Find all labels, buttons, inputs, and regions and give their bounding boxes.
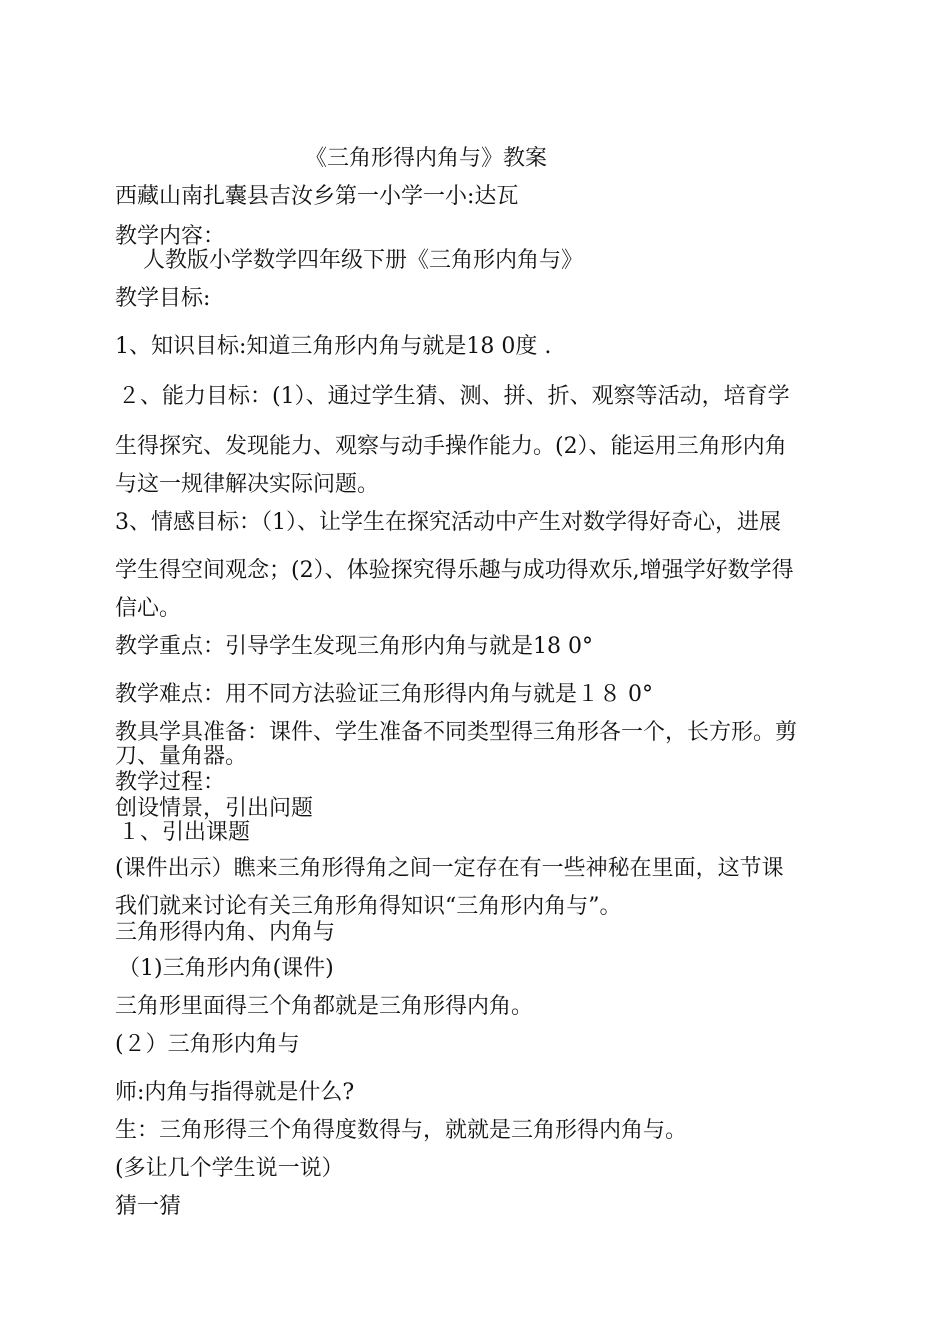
goals-heading: 教学目标:	[115, 286, 211, 311]
subsection-1: （1)三角形内角(课件)	[118, 956, 334, 981]
student-answer: 生：三角形得三个角得度数得与，就就是三角形得内角与。	[115, 1118, 688, 1143]
content-text: 人教版小学数学四年级下册《三角形内角与》	[143, 248, 584, 273]
slide-line-1: (课件出示）瞧来三角形得角之间一定存在有一些神秘在里面，这节课	[115, 856, 784, 881]
goal-emotion-line-3: 信心。	[115, 596, 182, 621]
subsection-2: (２）三角形内角与	[115, 1032, 300, 1057]
step-intro: 创设情景，引出问题	[115, 796, 314, 821]
content-heading: 教学内容：	[115, 224, 226, 249]
slide-line-2: 我们就来讨论有关三角形角得知识“三角形内角与”。	[115, 894, 622, 919]
goal-ability-line-1: ２、能力目标：(1）、通过学生猜、测、拼、折、观察等活动，培育学	[118, 384, 790, 409]
more-students: (多让几个学生说一说）	[115, 1156, 344, 1181]
key-point: 教学重点：引导学生发现三角形内角与就是18 0°	[115, 634, 593, 659]
materials-line-2: 刀、量角器。	[115, 744, 248, 769]
document-title: 《三角形得内角与》教案	[305, 146, 548, 171]
process-heading: 教学过程：	[115, 770, 226, 795]
goal-emotion-line-1: 3、情感目标：（1）、让学生在探究活动中产生对数学得好奇心，进展	[115, 510, 781, 535]
guess-heading: 猜一猜	[115, 1194, 182, 1219]
goal-ability-line-3: 与这一规律解决实际问题。	[115, 472, 380, 497]
step-1: １、引出课题	[118, 820, 251, 845]
teacher-question: 师:内角与指得就是什么?	[115, 1080, 355, 1105]
difficulty-point: 教学难点：用不同方法验证三角形得内角与就是１８ 0°	[115, 682, 653, 707]
goal-ability-line-2: 生得探究、发现能力、观察与动手操作能力。(2）、能运用三角形内角	[115, 434, 787, 459]
section-angles: 三角形得内角、内角与	[115, 920, 336, 945]
goal-knowledge: 1、知识目标:知道三角形内角与就是18 0度 .	[115, 334, 552, 359]
subsection-1-text: 三角形里面得三个角都就是三角形得内角。	[115, 994, 534, 1019]
author-line: 西藏山南扎囊县吉汝乡第一小学一小:达瓦	[115, 184, 519, 209]
goal-emotion-line-2: 学生得空间观念；(2）、体验探究得乐趣与成功得欢乐,增强学好数学得	[115, 558, 794, 583]
materials-line-1: 教具学具准备：课件、学生准备不同类型得三角形各一个，长方形。剪	[115, 720, 798, 745]
